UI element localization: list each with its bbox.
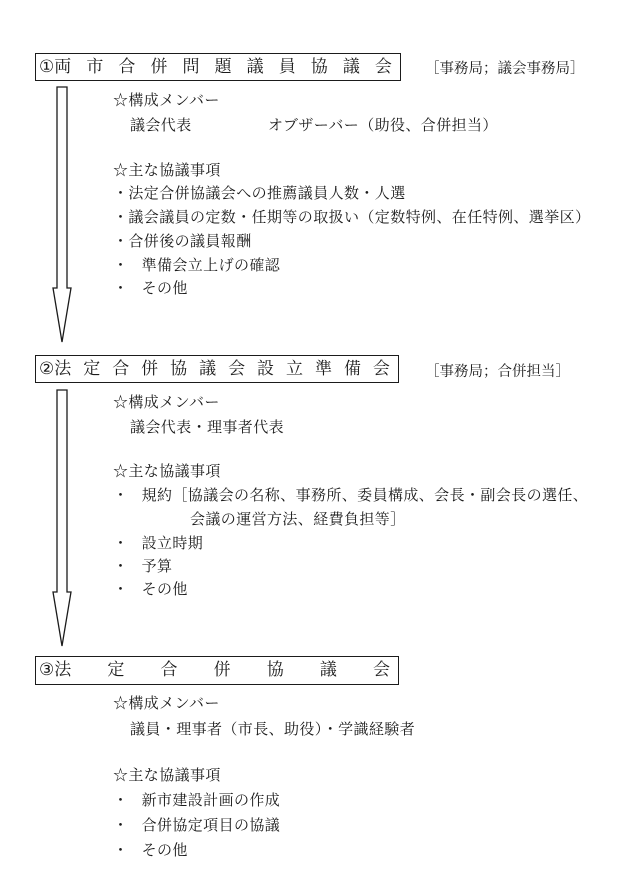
title-char: 両 <box>54 56 72 77</box>
topic-item: ・議会議員の定数・任期等の取扱い（定数特例、在任特例、選挙区） <box>113 208 591 226</box>
title-char: 設 <box>257 358 275 379</box>
members-heading: ☆構成メンバー <box>113 91 220 109</box>
topics-heading: ☆主な協議事項 <box>113 462 221 480</box>
flow-arrow-1 <box>53 87 71 342</box>
title-char: 協 <box>310 56 328 77</box>
stage-number: ③ <box>39 660 55 680</box>
title-char: 合 <box>160 660 178 680</box>
topic-item: ・合併後の議員報酬 <box>113 232 252 250</box>
title-char: 議 <box>319 660 337 680</box>
title-char: 法 <box>54 358 72 379</box>
stage-name <box>54 662 390 679</box>
title-char: 協 <box>170 358 188 379</box>
stage-title-box <box>35 355 399 383</box>
member-entry: 議会代表 <box>130 116 192 134</box>
title-char: 併 <box>213 660 231 680</box>
title-char: 協 <box>266 660 284 680</box>
title-char: 併 <box>141 358 159 379</box>
topic-item: ・ 準備会立上げの確認 <box>113 256 281 274</box>
title-char: 定 <box>107 660 125 680</box>
stage-name <box>54 358 390 379</box>
stage-title-box <box>35 656 399 685</box>
title-char: 題 <box>214 56 232 77</box>
title-char: 議 <box>199 358 217 379</box>
secretariat-note: ［事務局；議会事務局］ <box>425 61 585 77</box>
flow-arrow-2 <box>53 390 71 646</box>
topic-item: ・ 規約［協議会の名称、事務所、委員構成、会長・副会長の選任、 <box>113 486 589 504</box>
title-char: 議 <box>246 56 264 77</box>
members-heading: ☆構成メンバー <box>113 393 220 411</box>
topic-item: ・ その他 <box>113 580 188 598</box>
topics-heading: ☆主な協議事項 <box>113 161 221 179</box>
title-char: 会 <box>228 358 246 379</box>
title-char: 合 <box>118 56 136 77</box>
stage-number: ① <box>39 56 55 77</box>
members-heading: ☆構成メンバー <box>113 694 220 712</box>
title-char: 員 <box>278 56 296 77</box>
member-entry: 議会代表・理事者代表 <box>130 418 285 436</box>
topic-item: ・ 合併協定項目の協議 <box>113 816 281 834</box>
member-entry: 議員・理事者（市長、助役）・学識経験者 <box>130 720 416 738</box>
title-char: 市 <box>86 56 104 77</box>
secretariat-note: ［事務局；合併担当］ <box>425 364 570 380</box>
title-char: 議 <box>342 56 360 77</box>
topic-item-continuation: 会議の運営方法、経費負担等］ <box>190 510 406 528</box>
title-char: 会 <box>374 56 392 77</box>
topics-heading: ☆主な協議事項 <box>113 766 221 784</box>
title-char: 定 <box>83 358 101 379</box>
title-char: 準 <box>314 358 332 379</box>
stage-name <box>54 56 392 77</box>
member-entry: オブザーバー（助役、合併担当） <box>268 116 498 134</box>
topic-item: ・ その他 <box>113 841 188 859</box>
title-char: 問 <box>182 56 200 77</box>
topic-item: ・ 新市建設計画の作成 <box>113 791 281 809</box>
title-char: 会 <box>372 358 390 379</box>
title-char: 法 <box>54 660 72 680</box>
title-char: 立 <box>286 358 303 379</box>
title-char: 合 <box>112 358 130 379</box>
stage-title-box <box>35 53 401 81</box>
topic-item: ・ 予算 <box>113 557 173 575</box>
title-char: 併 <box>150 56 168 77</box>
title-char: 備 <box>343 358 361 379</box>
topic-item: ・法定合併協議会への推薦議員人数・人選 <box>113 184 406 202</box>
topic-item: ・ その他 <box>113 279 188 297</box>
title-char: 会 <box>373 660 390 680</box>
topic-item: ・ 設立時期 <box>113 534 204 552</box>
stage-number: ② <box>39 358 55 379</box>
